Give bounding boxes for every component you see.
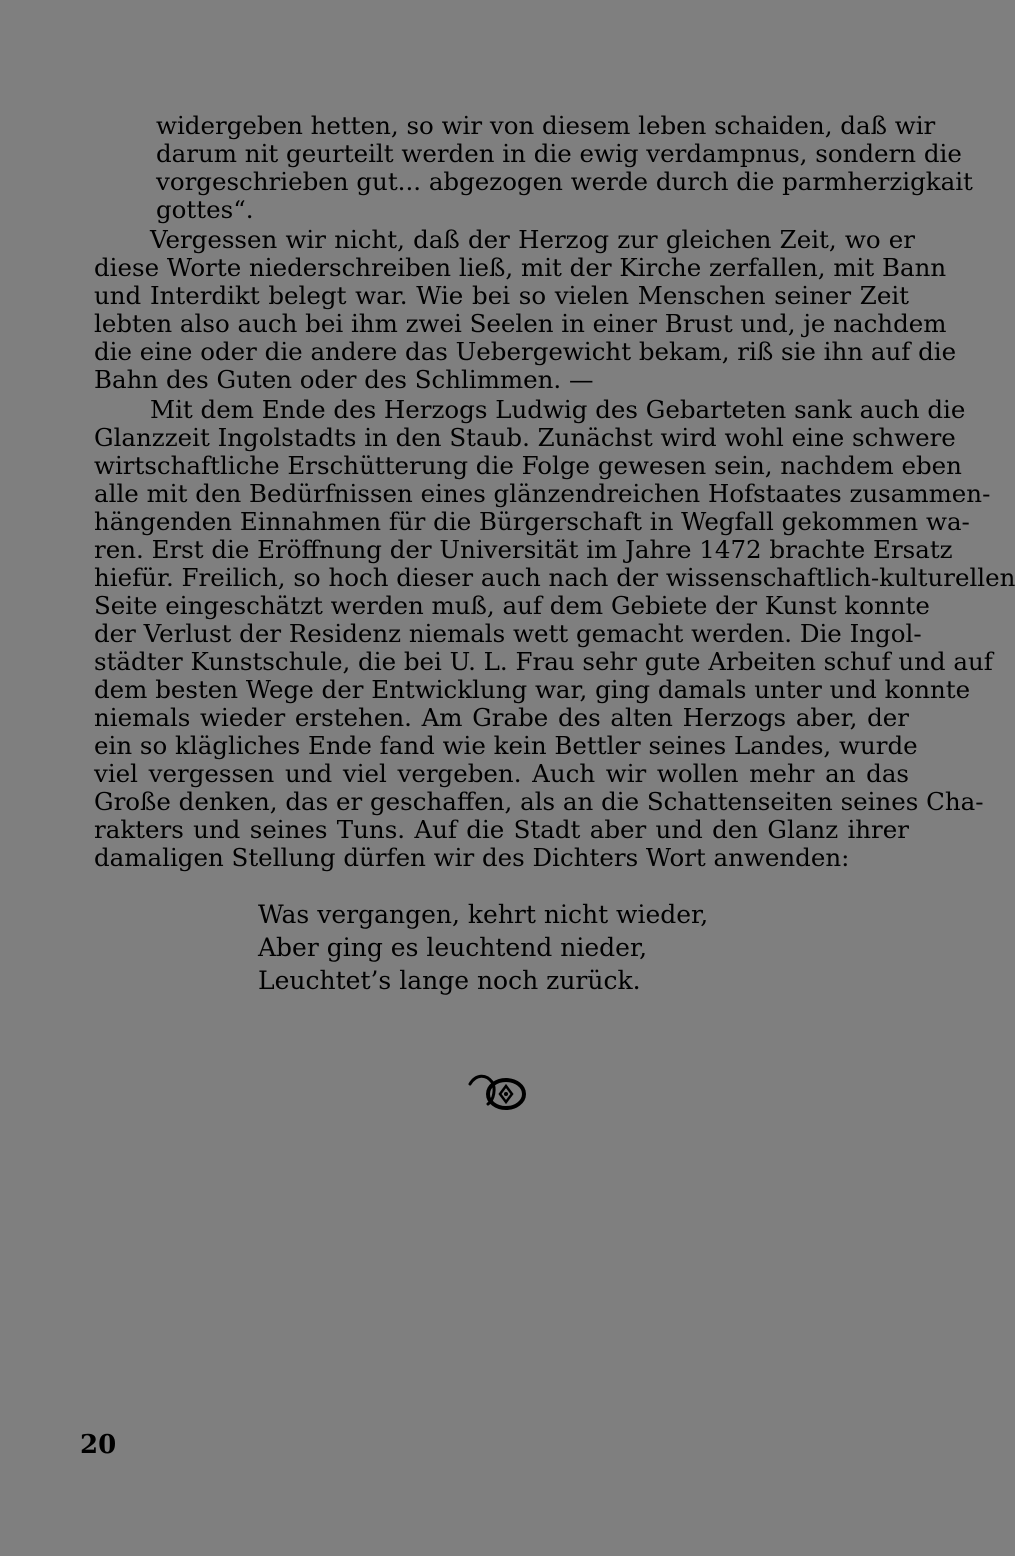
verse-line: Aber ging es leuchtend nieder, [258,933,648,962]
text-line: die eine oder die andere das Uebergewicht bekam, riß sie ihn auf die [94,337,957,366]
text-line: diese Worte niederschreiben ließ, mit der Kirche zerfallen, mit Bann [94,253,947,282]
text-line: lebten also auch bei ihm zwei Seelen in einer Brust und, je nachdem [94,309,947,338]
text-line: gottes“. [156,195,254,224]
text-line: ren. Erst die Eröffnung der Universität im Jahre 1472 brachte Ersatz [94,535,953,564]
text-line: Vergessen wir nicht, daß der Herzog zur gleichen Zeit, wo er [150,225,915,254]
text-line: wirtschaftliche Erschütterung die Folge gewesen sein, nachdem eben [94,451,962,480]
text-line: alle mit den Bedürfnissen eines glänzendreichen Hofstaates zusammen- [94,479,991,508]
text-line: dem besten Wege der Entwicklung war, ging damals unter und konnte [94,675,971,704]
vignette-ornament-icon [466,1070,528,1114]
text-line: Glanzzeit Ingolstadts in den Staub. Zunächst wird wohl eine schwere [94,423,956,452]
text-line: vorgeschrieben gut... abgezogen werde durch die parmherzigkait [156,167,973,196]
text-line: Bahn des Guten oder des Schlimmen. — [94,365,594,394]
text-line: viel vergessen und viel vergeben. Auch wir wollen mehr an das [94,759,909,788]
verse-line: Was vergangen, kehrt nicht wieder, [258,900,709,929]
text-line: hiefür. Freilich, so hoch dieser auch nach der wissenschaftlich-kulturellen [94,563,1015,592]
text-line: widergeben hetten, so wir von diesem leben schaiden, daß wir [156,111,936,140]
text-line: Mit dem Ende des Herzogs Ludwig des Gebarteten sank auch die [150,395,966,424]
text-line: Seite eingeschätzt werden muß, auf dem Gebiete der Kunst konnte [94,591,930,620]
text-line: hängenden Einnahmen für die Bürgerschaft in Wegfall gekommen wa- [94,507,970,536]
text-line: ein so klägliches Ende fand wie kein Bettler seines Landes, wurde [94,731,918,760]
text-line: damaligen Stellung dürfen wir des Dichters Wort anwenden: [94,843,850,872]
text-line: rakters und seines Tuns. Auf die Stadt aber und den Glanz ihrer [94,815,909,844]
text-line: darum nit geurteilt werden in die ewig verdampnus, sondern die [156,139,962,168]
text-line: und Interdikt belegt war. Wie bei so vielen Menschen seiner Zeit [94,281,909,310]
page-number: 20 [80,1430,117,1460]
text-line: städter Kunstschule, die bei U. L. Frau sehr gute Arbeiten schuf und auf [94,647,993,676]
verse-line: Leuchtet’s lange noch zurück. [258,966,641,995]
text-line: der Verlust der Residenz niemals wett gemacht werden. Die Ingol- [94,619,922,648]
text-line: Große denken, das er geschaffen, als an die Schattenseiten seines Cha- [94,787,984,816]
text-line: niemals wieder erstehen. Am Grabe des alten Herzogs aber, der [94,703,909,732]
